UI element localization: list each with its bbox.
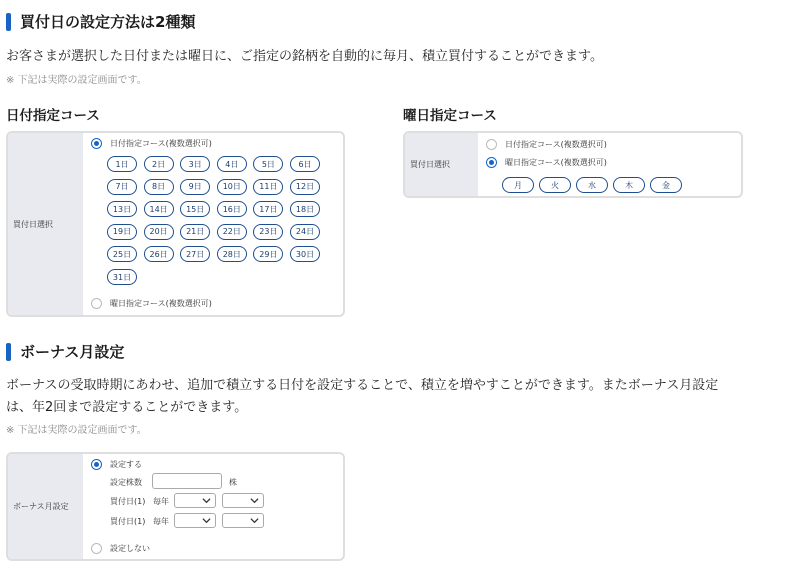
radio-selected-icon [486, 157, 497, 168]
day-pill-button[interactable]: 18日 [290, 201, 320, 217]
radio-bonus-set[interactable] [91, 459, 142, 470]
section-title-text: ボーナス月設定 [20, 343, 125, 361]
radio-label: 設定する [110, 460, 142, 469]
day-pill-button[interactable]: 31日 [107, 269, 137, 285]
day-pill-button[interactable]: 4日 [217, 156, 247, 172]
day-pill-button[interactable]: 10日 [217, 179, 247, 195]
weekday-course-panel [403, 131, 743, 198]
day-pill-button[interactable]: 20日 [144, 224, 174, 240]
section-description-line2: は、年2回まで設定することができます。 [6, 400, 248, 415]
title-accent-bar [6, 343, 11, 361]
day-pill-button[interactable]: 28日 [217, 246, 247, 262]
day-pill-button[interactable]: 12日 [290, 179, 320, 195]
day-pill-button[interactable]: 25日 [107, 246, 137, 262]
weekday-pill-button[interactable]: 木 [613, 177, 645, 193]
weekday-pill-button[interactable]: 水 [576, 177, 608, 193]
radio-weekday-course[interactable] [486, 157, 607, 168]
row-label: ボーナス月設定 [8, 454, 83, 559]
day-pill-button[interactable]: 3日 [180, 156, 210, 172]
date-course-content [83, 133, 343, 315]
chevron-down-icon [202, 516, 211, 525]
row-label: 買付日選択 [8, 133, 83, 315]
radio-selected-icon [91, 138, 102, 149]
bonus-content [83, 454, 343, 559]
weekday-course-content [478, 133, 741, 196]
radio-selected-icon [91, 459, 102, 470]
chevron-down-icon [250, 516, 259, 525]
day-pill-button[interactable]: 2日 [144, 156, 174, 172]
radio-bonus-unset[interactable] [91, 543, 150, 554]
day-pill-button[interactable]: 21日 [180, 224, 210, 240]
radio-label: 日付指定コース(複数選択可) [505, 140, 607, 149]
section-description: お客さまが選択した日付または曜日に、ご指定の銘柄を自動的に毎月、積立買付することができます。 [6, 49, 603, 64]
section-title-bonus [6, 341, 124, 362]
section-title-text: 買付日の設定方法は2種類 [20, 13, 196, 31]
day-pill-button[interactable]: 23日 [253, 224, 283, 240]
day-pill-button[interactable]: 26日 [144, 246, 174, 262]
day-pill-button[interactable]: 17日 [253, 201, 283, 217]
weekday-pill-button[interactable]: 火 [539, 177, 571, 193]
day-pill-button[interactable]: 13日 [107, 201, 137, 217]
radio-date-course[interactable] [91, 138, 212, 149]
weekday-pill-button[interactable]: 金 [650, 177, 682, 193]
bonus-date2-label: 買付日(1) [110, 517, 146, 526]
bonus-day-select-1[interactable] [222, 493, 264, 508]
bonus-panel [6, 452, 345, 561]
every-year-label: 毎年 [153, 497, 169, 506]
day-pill-button[interactable]: 11日 [253, 179, 283, 195]
radio-date-course[interactable] [486, 139, 607, 150]
shares-label: 設定株数 [110, 478, 142, 487]
every-year-label: 毎年 [153, 517, 169, 526]
day-pill-button[interactable]: 14日 [144, 201, 174, 217]
date-course-panel [6, 131, 345, 317]
radio-label: 日付指定コース(複数選択可) [110, 139, 212, 148]
radio-unselected-icon [91, 543, 102, 554]
day-pill-button[interactable]: 24日 [290, 224, 320, 240]
section-description-line1: ボーナスの受取時期にあわせ、追加で積立する日付を設定することで、積立を増やすことができます。またボーナス月設定 [6, 378, 719, 393]
section-note: ※ 下記は実際の設定画面です。 [6, 75, 147, 86]
radio-label: 設定しない [110, 544, 150, 553]
day-pill-button[interactable]: 1日 [107, 156, 137, 172]
bonus-month-select-1[interactable] [174, 493, 216, 508]
radio-label: 曜日指定コース(複数選択可) [505, 158, 607, 167]
bonus-month-select-2[interactable] [174, 513, 216, 528]
bonus-date1-label: 買付日(1) [110, 497, 146, 506]
day-pill-button[interactable]: 22日 [217, 224, 247, 240]
day-pill-button[interactable]: 30日 [290, 246, 320, 262]
title-accent-bar [6, 13, 11, 31]
day-pill-button[interactable]: 7日 [107, 179, 137, 195]
day-pill-button[interactable]: 29日 [253, 246, 283, 262]
day-pill-button[interactable]: 8日 [144, 179, 174, 195]
chevron-down-icon [250, 496, 259, 505]
date-course-title: 日付指定コース [6, 108, 100, 124]
shares-input[interactable] [152, 473, 222, 489]
shares-unit: 株 [229, 478, 237, 487]
weekday-course-title: 曜日指定コース [403, 108, 497, 124]
section-title-purchase-methods [6, 11, 195, 32]
day-pill-button[interactable]: 19日 [107, 224, 137, 240]
day-pill-button[interactable]: 16日 [217, 201, 247, 217]
chevron-down-icon [202, 496, 211, 505]
weekday-pill-button[interactable]: 月 [502, 177, 534, 193]
section-note: ※ 下記は実際の設定画面です。 [6, 425, 147, 436]
day-pill-button[interactable]: 5日 [253, 156, 283, 172]
row-label: 買付日選択 [405, 133, 478, 196]
day-pill-button[interactable]: 6日 [290, 156, 320, 172]
radio-label: 曜日指定コース(複数選択可) [110, 299, 212, 308]
day-pill-button[interactable]: 27日 [180, 246, 210, 262]
day-pill-button[interactable]: 9日 [180, 179, 210, 195]
day-pill-button[interactable]: 15日 [180, 201, 210, 217]
radio-unselected-icon [486, 139, 497, 150]
radio-unselected-icon [91, 298, 102, 309]
radio-weekday-course[interactable] [91, 298, 212, 309]
bonus-day-select-2[interactable] [222, 513, 264, 528]
